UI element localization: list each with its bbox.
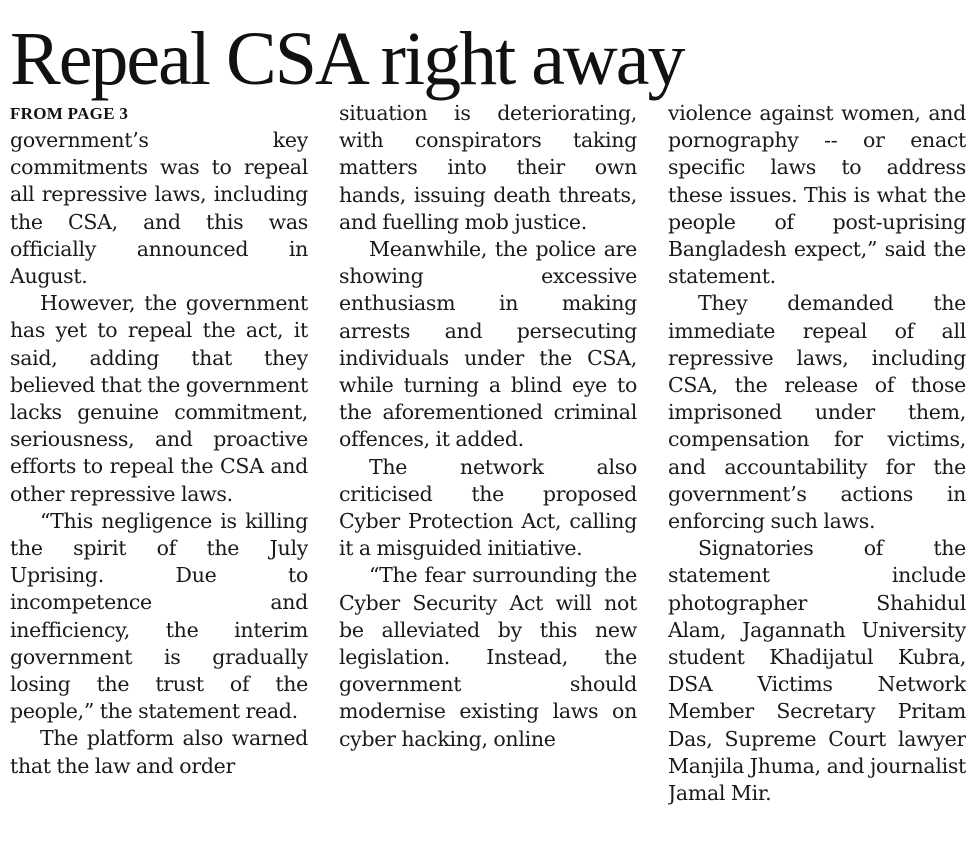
paragraph: government’s key commitments was to repeal all repressive laws, including the CSA, and this was officially announced in August. (10, 128, 308, 289)
paragraph: The platform also warned that the law and order (10, 726, 308, 778)
paragraph: The network also criticised the proposed Cyber Protection Act, calling it a misguided initiative. (339, 454, 637, 561)
paragraph: “This negligence is killing the spirit of the July Uprising. Due to incompetence and inefficiency, the interim government is gradually losing the trust of the people,” the statement read. (10, 508, 308, 724)
paragraph: Meanwhile, the police are showing excessive enthusiasm in making arrests and persecuting individuals under the CSA, while turning a blind eye to the aforementioned criminal offences, it added. (339, 237, 637, 452)
headline: Repeal CSA right away (10, 17, 684, 101)
paragraph: However, the government has yet to repeal the act, it said, adding that they believed that the government lacks genuine commitment, seriousness, and proactive efforts to repeal the CSA and other repressive laws. (10, 291, 308, 506)
paragraph: Signatories of the statement include photographer Shahidul Alam, Jagannath University student Khadijatul Kubra, DSA Victims Network Member Secretary Pritam Das, Supreme Court lawyer Manjila Jhuma, and journalist Jamal Mir. (668, 536, 966, 806)
article-column-3 (668, 100, 966, 840)
continuation-kicker: FROM PAGE 3 (10, 104, 129, 123)
article-column-2 (339, 100, 637, 840)
paragraph: “The fear surrounding the Cyber Security Act will not be alleviated by this new legislation. Instead, the government should modernise existing laws on cyber hacking, online (339, 563, 637, 751)
paragraph: situation is deteriorating, with conspirators taking matters into their own hands, issuing death threats, and fuelling mob justice. (339, 101, 637, 234)
paragraph: violence against women, and pornography -- or enact specific laws to address these issues. This is what the people of post-uprising Bangladesh expect,” said the statement. (668, 101, 966, 289)
article-column-1 (10, 100, 308, 840)
paragraph: They demanded the immediate repeal of all repressive laws, including CSA, the release of those imprisoned under them, compensation for victims, and accountability for the government’s actions in enforcing such laws. (668, 291, 966, 534)
